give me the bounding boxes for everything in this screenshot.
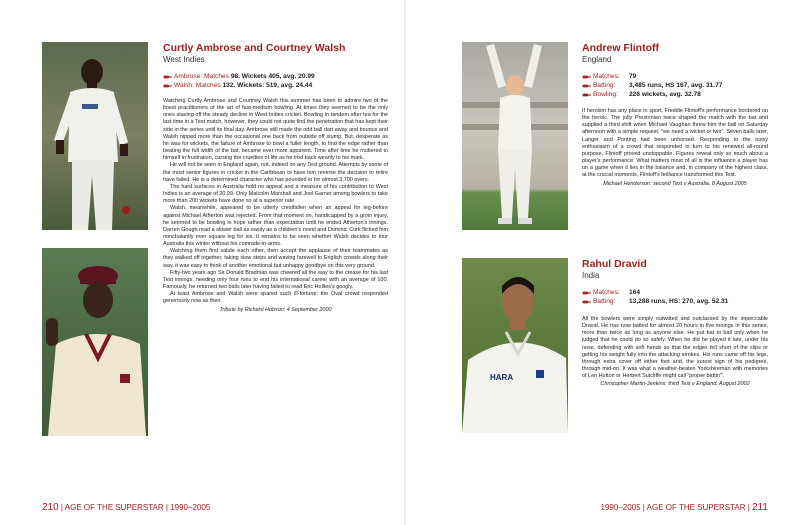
tribute-credit: Michael Henderson: second Test v Australia, 8 August 2005	[603, 180, 747, 187]
stats-ambrose-walsh	[163, 72, 388, 90]
stat-row	[582, 297, 792, 306]
cricket-bat-icon	[582, 290, 591, 296]
stat-row	[582, 72, 792, 81]
stat-label: Walsh: Matches	[174, 82, 221, 89]
paragraph: At least Ambrose and Walsh were spared such ill-fortune: the Oval crowd responded generously now as then.	[163, 291, 388, 305]
photo-andrew-flintoff	[462, 42, 568, 230]
stat-label: Batting:	[593, 298, 616, 305]
stat-row	[582, 90, 792, 99]
paragraph: Watching Curtly Ambrose and Courtney Walsh this summer has been to admire two of the finest practitioners of the art of fast-medium bowling. At times they seemed to be the only ones staving off the steady decline in West Indies cricket. Bowling in tandem after tea for the last time in a Test match, however, they could not quite find the penetration that has kept their side in the series until its final day. Ambrose still made the odd ball dart away and bounce and Walsh nipped more than the occasional one back from outside off stump. But, desperate as he was for wickets, the failure of Ambrose to bowl a fuller length, to find the edge rather than beating the full width of the bat, became ever more apparent. Time after time he muttered to himself in frustration, cursing the cruelties of life as he trod back wearily to his mark.	[163, 98, 388, 162]
cricket-bat-icon	[582, 299, 591, 305]
article-dravid	[582, 316, 768, 389]
paragraph: The hard surfaces in Australia hold no appeal and a measure of his contribution to West Indies is an average of 20.99. Only Malcolm Marshall and Joel Garner among bowlers to take more than 200 wickets have done so at a superior rate.	[163, 183, 388, 205]
stat-value: 3,485 runs, HS 167, avg. 31.77	[629, 82, 723, 89]
paragraph: Watching them first salute each other, then accept the applause of their teammates as they walked off together, taking slow steps and waving farewell to English crowds along their way, it was easy to think of another emotional but unhappy goodbye on this very ground.	[163, 248, 388, 269]
footer-years: 1990–2005	[600, 503, 641, 512]
entry-country: England	[582, 55, 612, 64]
stat-value: 98. Wickets 405, avg. 20.99	[230, 73, 315, 80]
entry-name: Rahul Dravid	[582, 258, 647, 270]
stat-value: 13,288 runs, HS: 270, avg. 52.31	[629, 298, 729, 305]
stat-label: Ambrose: Matches	[174, 73, 229, 80]
cricket-bat-icon	[163, 83, 172, 89]
footer-left: 210 | AGE OF THE SUPERSTAR | 1990–2005	[42, 502, 211, 513]
entry-name: Andrew Flintoff	[582, 42, 659, 54]
stat-label: Bowling:	[593, 91, 618, 98]
page-number: 210	[42, 502, 59, 513]
page-gutter	[404, 0, 406, 525]
stat-row	[582, 288, 792, 297]
stat-value: 164	[629, 289, 641, 296]
stat-row	[163, 72, 388, 81]
photo-rahul-dravid	[462, 258, 568, 433]
entry-country: West Indies	[163, 55, 205, 64]
page-number: 211	[752, 502, 768, 513]
entry-name: Curtly Ambrose and Courtney Walsh	[163, 42, 346, 54]
paragraph: He will not be seen in England again, not, indeed on any Test ground. Attempts by some of the most senior figures in cricket in the Caribbean to have him reverse the decision to retire have failed. He is a determined character who has pounded in for almost 3,700 overs.	[163, 162, 388, 183]
tribute-credit: Tribute by Richard Hobson: 4 September 2000	[219, 306, 332, 313]
shirt-sponsor-text: HARA	[490, 373, 514, 382]
paragraph: If heroism has any place in sport, Freddie Flintoff's performance bordered on the heroic. The jolly Prestonian twice shaped the match with the bat and supplied a third shift when Michael Vaughan threw him the ball on Saturday afternoon with a simple request, "we need a wicket or two". Seven balls later, Langer and Ponting had been unhorsed. Responding to the noisy enthusiasm of a crowd that responded in turn to his renewed all-round purpose, Flintoff proved unstoppable. Figures reveal only so much about a player's performance. What matters most of all is the influence a player has on a game when it lies in the balance and, in company of the highest class, at the crucial moments, Flintoff's brilliance transformed this Test.	[582, 108, 768, 179]
photo-curtly-ambrose	[42, 42, 148, 230]
article-ambrose-walsh	[163, 98, 388, 314]
paragraph: All the bowlers were simply outwitted and outclassed by the impeccable Dravid. He has now batted for almost 20 hours in five innings in this series, more than twice as long as anyone else. He put bat to ball only when he judged that he could do so safely. When he did he played it late, under his nose, defending with soft hands so that the edges fell short of the slips or getting his weight fully into the attacking strokes. His runs came off his legs, through extra cover off either foot and, the surest sign of his pedigree, through mid-on. It was what a weather-beaten Yorkshireman with memories of Len Hutton or Herbert Sutcliffe might call "proper battin'".	[582, 316, 768, 380]
stats-dravid	[582, 288, 792, 306]
photo-courtney-walsh	[42, 248, 148, 436]
footer-right: 1990–2005 | AGE OF THE SUPERSTAR | 211	[600, 502, 768, 513]
entry-heading-flintoff	[582, 42, 782, 65]
stat-row	[582, 81, 792, 90]
entry-heading-dravid	[582, 258, 782, 281]
entry-heading-ambrose-walsh	[163, 42, 383, 65]
entry-country: India	[582, 271, 600, 280]
paragraph: Fifty-two years ago Sir Donald Bradman was cheered all the way to the crease for his last Test innings, needing only four runs to end his international career with an average of 100. Famously, he returned two balls later having failed to read Eric Hollies's googly.	[163, 269, 388, 291]
stat-value: 79	[629, 73, 637, 80]
cricket-bat-icon	[582, 92, 591, 98]
footer-years: 1990–2005	[170, 503, 211, 512]
footer-section: AGE OF THE SUPERSTAR	[646, 503, 746, 512]
cricket-bat-icon	[582, 74, 591, 80]
article-flintoff	[582, 108, 768, 188]
tribute-credit: Christopher Martin-Jenkins: third Test v England, August 2002	[600, 381, 750, 388]
stats-flintoff	[582, 72, 792, 99]
cricket-bat-icon	[582, 83, 591, 89]
stat-label: Matches:	[593, 289, 620, 296]
stat-value: 226 wickets, avg. 32.78	[629, 91, 701, 98]
stat-value: 132. Wickets: 519, avg. 24.44	[222, 82, 313, 89]
stat-row	[163, 81, 388, 90]
stat-label: Batting:	[593, 82, 616, 89]
stat-label: Matches:	[593, 73, 620, 80]
footer-section: AGE OF THE SUPERSTAR	[64, 503, 164, 512]
paragraph: Walsh, meanwhile, appeared to be utterly crestfallen when an appeal for leg-before against Michael Atherton was rejected. From that moment on, handicapped by a groin injury, he seemed to be bowling in hope rather than expectation until he ended Atherton's innings. Darren Gough read a slower ball as easily as a children's novel and Dominic Cork flicked him nonchalantly over square leg for six. It remains to be seen whether Walsh decides to tour Australia this winter without his comrade-in-arms.	[163, 205, 388, 248]
cricket-bat-icon	[163, 74, 172, 80]
